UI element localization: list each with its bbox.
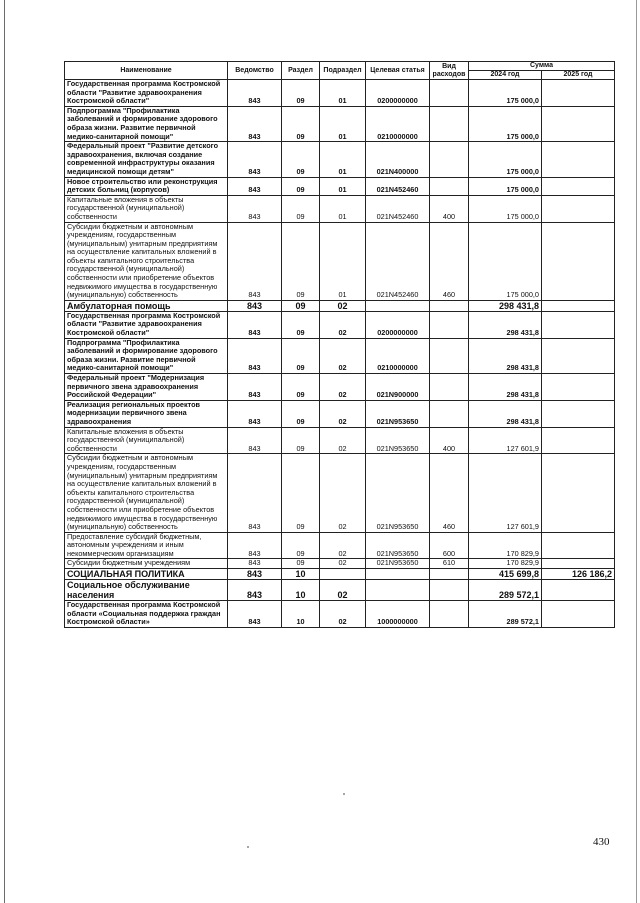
row-section: 09: [282, 142, 320, 177]
row-sum-2024: 175 000,0: [469, 177, 542, 195]
row-name: Государственная программа Костромской области "Развитие здравоохранения Костромской области": [65, 80, 228, 107]
row-sum-2025: [542, 427, 615, 454]
row-target: [366, 569, 430, 580]
table-row: [65, 195, 615, 222]
table-row: [65, 80, 615, 107]
row-subsection: 01: [320, 222, 366, 300]
row-dept: 843: [228, 400, 282, 427]
row-sum-2024: 127 601,9: [469, 454, 542, 532]
row-name: Реализация региональных проектов модернизации первичного звена здравоохранения: [65, 400, 228, 427]
row-exp-type: [430, 338, 469, 373]
row-sum-2025: [542, 580, 615, 601]
row-sum-2025: [542, 195, 615, 222]
row-target: 021N953650: [366, 532, 430, 559]
table-body: [65, 80, 615, 628]
row-dept: 843: [228, 580, 282, 601]
row-subsection: 02: [320, 532, 366, 559]
row-section: 10: [282, 569, 320, 580]
row-dept: 843: [228, 532, 282, 559]
row-dept: 843: [228, 177, 282, 195]
scan-speck: [247, 846, 249, 848]
row-exp-type: [430, 106, 469, 141]
row-dept: 843: [228, 80, 282, 107]
table-row: [65, 222, 615, 300]
row-target: [366, 300, 430, 311]
row-dept: 843: [228, 559, 282, 569]
row-target: 0210000000: [366, 338, 430, 373]
row-exp-type: 400: [430, 195, 469, 222]
row-subsection: 02: [320, 454, 366, 532]
row-exp-type: [430, 374, 469, 401]
row-subsection: 01: [320, 106, 366, 141]
row-exp-type: [430, 569, 469, 580]
row-section: 09: [282, 300, 320, 311]
header-section: Раздел: [282, 62, 320, 80]
header-exp-type: Вид расходов: [430, 62, 469, 80]
row-name: Подпрограмма "Профилактика заболеваний и формирование здорового образа жизни. Развитие первичной медико-санитарной помощи": [65, 338, 228, 373]
row-name: Новое строительство или реконструкция детских больниц (корпусов): [65, 177, 228, 195]
row-sum-2024: 175 000,0: [469, 106, 542, 141]
row-sum-2024: 298 431,8: [469, 338, 542, 373]
row-section: 10: [282, 601, 320, 628]
row-exp-type: 600: [430, 532, 469, 559]
budget-sheet: [64, 61, 614, 628]
row-target: 0210000000: [366, 106, 430, 141]
header-target: Целевая статья: [366, 62, 430, 80]
row-sum-2024: 175 000,0: [469, 80, 542, 107]
row-sum-2025: [542, 177, 615, 195]
row-target: 0200000000: [366, 311, 430, 338]
row-name: Предоставление субсидий бюджетным, автономным учреждениям и иным некоммерческим организациям: [65, 532, 228, 559]
row-sum-2025: [542, 222, 615, 300]
row-dept: 843: [228, 454, 282, 532]
row-target: 1000000000: [366, 601, 430, 628]
table-row: [65, 400, 615, 427]
row-subsection: 02: [320, 374, 366, 401]
scan-edge-right: [636, 0, 637, 903]
row-sum-2024: 175 000,0: [469, 195, 542, 222]
row-section: 09: [282, 311, 320, 338]
row-exp-type: [430, 177, 469, 195]
row-exp-type: [430, 601, 469, 628]
row-subsection: 02: [320, 601, 366, 628]
row-subsection: [320, 569, 366, 580]
row-name: Капитальные вложения в объекты государственной (муниципальной) собственности: [65, 427, 228, 454]
row-dept: 843: [228, 142, 282, 177]
row-section: 09: [282, 106, 320, 141]
row-subsection: 02: [320, 559, 366, 569]
row-sum-2024: 298 431,8: [469, 374, 542, 401]
table-row: [65, 177, 615, 195]
row-sum-2025: [542, 532, 615, 559]
row-dept: 843: [228, 601, 282, 628]
row-exp-type: [430, 580, 469, 601]
table-row: [65, 601, 615, 628]
row-exp-type: 460: [430, 222, 469, 300]
row-target: 021N900000: [366, 374, 430, 401]
row-exp-type: 460: [430, 454, 469, 532]
row-sum-2025: [542, 400, 615, 427]
row-subsection: 02: [320, 311, 366, 338]
row-dept: 843: [228, 300, 282, 311]
row-exp-type: 400: [430, 427, 469, 454]
row-target: [366, 580, 430, 601]
row-target: 021N953650: [366, 454, 430, 532]
header-year-2024: 2024 год: [469, 71, 542, 80]
row-name: Капитальные вложения в объекты государственной (муниципальной) собственности: [65, 195, 228, 222]
row-name: Государственная программа Костромской области «Социальная поддержка граждан Костромской области»: [65, 601, 228, 628]
row-sum-2025: [542, 142, 615, 177]
row-subsection: 01: [320, 177, 366, 195]
row-exp-type: [430, 400, 469, 427]
table-row: [65, 532, 615, 559]
row-sum-2025: [542, 374, 615, 401]
row-section: 09: [282, 338, 320, 373]
row-dept: 843: [228, 374, 282, 401]
row-section: 09: [282, 427, 320, 454]
row-dept: 843: [228, 569, 282, 580]
row-dept: 843: [228, 311, 282, 338]
row-sum-2025: 126 186,2: [542, 569, 615, 580]
row-exp-type: [430, 80, 469, 107]
row-subsection: 01: [320, 142, 366, 177]
row-name: Субсидии бюджетным учреждениям: [65, 559, 228, 569]
row-dept: 843: [228, 106, 282, 141]
row-sum-2025: [542, 454, 615, 532]
table-row: [65, 338, 615, 373]
row-sum-2024: 175 000,0: [469, 222, 542, 300]
row-sum-2024: 289 572,1: [469, 580, 542, 601]
table-row: [65, 311, 615, 338]
row-sum-2025: [542, 338, 615, 373]
header-sum: Сумма: [469, 62, 615, 71]
table-row: [65, 580, 615, 601]
row-name: Социальное обслуживание населения: [65, 580, 228, 601]
table-row: [65, 374, 615, 401]
row-section: 09: [282, 177, 320, 195]
row-sum-2025: [542, 311, 615, 338]
row-section: 09: [282, 80, 320, 107]
row-subsection: 02: [320, 338, 366, 373]
table-row: [65, 300, 615, 311]
row-name: СОЦИАЛЬНАЯ ПОЛИТИКА: [65, 569, 228, 580]
row-target: 021N452460: [366, 195, 430, 222]
scan-speck: [343, 793, 345, 795]
row-target: 0200000000: [366, 80, 430, 107]
row-sum-2025: [542, 300, 615, 311]
row-subsection: 02: [320, 400, 366, 427]
table-row: [65, 569, 615, 580]
header-year-2025: 2025 год: [542, 71, 615, 80]
row-dept: 843: [228, 195, 282, 222]
row-subsection: 02: [320, 427, 366, 454]
row-name: Федеральный проект "Модернизация первичного звена здравоохранения Российской Федерации": [65, 374, 228, 401]
row-name: Субсидии бюджетным и автономным учреждениям, государственным (муниципальным) унитарным предприятиям на осуществление капитальных вложений в объекты капитального строительства государственной (муниципальной) собственности или приобретение объектов недвижимого имущества в государственную (муниципальную) собственность: [65, 454, 228, 532]
table-row: [65, 427, 615, 454]
row-section: 09: [282, 400, 320, 427]
row-target: 021N400000: [366, 142, 430, 177]
row-sum-2024: 298 431,8: [469, 311, 542, 338]
table-row: [65, 106, 615, 141]
row-subsection: 01: [320, 195, 366, 222]
row-name: Субсидии бюджетным и автономным учреждениям, государственным (муниципальным) унитарным предприятиям на осуществление капитальных вложений в объекты капитального строительства государственной (муниципальной) собственности или приобретение объектов недвижимого имущества в государственную (муниципальную) собственность: [65, 222, 228, 300]
row-sum-2024: 175 000,0: [469, 142, 542, 177]
row-name: Подпрограмма "Профилактика заболеваний и формирование здорового образа жизни. Развитие первичной медико-санитарной помощи": [65, 106, 228, 141]
header-name: Наименование: [65, 62, 228, 80]
row-sum-2025: [542, 80, 615, 107]
row-sum-2024: 289 572,1: [469, 601, 542, 628]
row-name: Амбулаторная помощь: [65, 300, 228, 311]
page-number: 430: [593, 836, 610, 848]
table-row: [65, 559, 615, 569]
row-target: 021N452460: [366, 222, 430, 300]
row-sum-2025: [542, 106, 615, 141]
row-section: 09: [282, 532, 320, 559]
row-sum-2024: 415 699,8: [469, 569, 542, 580]
row-section: 09: [282, 454, 320, 532]
row-target: 021N953650: [366, 559, 430, 569]
row-target: 021N953650: [366, 400, 430, 427]
row-sum-2024: 298 431,8: [469, 400, 542, 427]
row-subsection: 02: [320, 580, 366, 601]
row-sum-2024: 298 431,8: [469, 300, 542, 311]
header-subsection: Подраздел: [320, 62, 366, 80]
budget-table: [64, 61, 615, 628]
table-row: [65, 142, 615, 177]
row-exp-type: [430, 300, 469, 311]
row-sum-2024: 170 829,9: [469, 559, 542, 569]
table-row: [65, 454, 615, 532]
row-exp-type: [430, 311, 469, 338]
row-name: Государственная программа Костромской области "Развитие здравоохранения Костромской области": [65, 311, 228, 338]
row-sum-2025: [542, 559, 615, 569]
row-target: 021N452460: [366, 177, 430, 195]
row-name: Федеральный проект "Развитие детского здравоохранения, включая создание современной инфраструктуры оказания медицинской помощи детям": [65, 142, 228, 177]
header-dept: Ведомство: [228, 62, 282, 80]
row-subsection: 01: [320, 80, 366, 107]
row-section: 09: [282, 374, 320, 401]
row-section: 09: [282, 559, 320, 569]
row-sum-2024: 170 829,9: [469, 532, 542, 559]
row-exp-type: 610: [430, 559, 469, 569]
row-dept: 843: [228, 427, 282, 454]
row-target: 021N953650: [366, 427, 430, 454]
row-section: 10: [282, 580, 320, 601]
row-exp-type: [430, 142, 469, 177]
row-dept: 843: [228, 222, 282, 300]
row-section: 09: [282, 195, 320, 222]
row-subsection: 02: [320, 300, 366, 311]
header-row-top: [65, 62, 615, 71]
row-section: 09: [282, 222, 320, 300]
row-dept: 843: [228, 338, 282, 373]
scan-edge-left: [4, 0, 5, 903]
row-sum-2025: [542, 601, 615, 628]
row-sum-2024: 127 601,9: [469, 427, 542, 454]
